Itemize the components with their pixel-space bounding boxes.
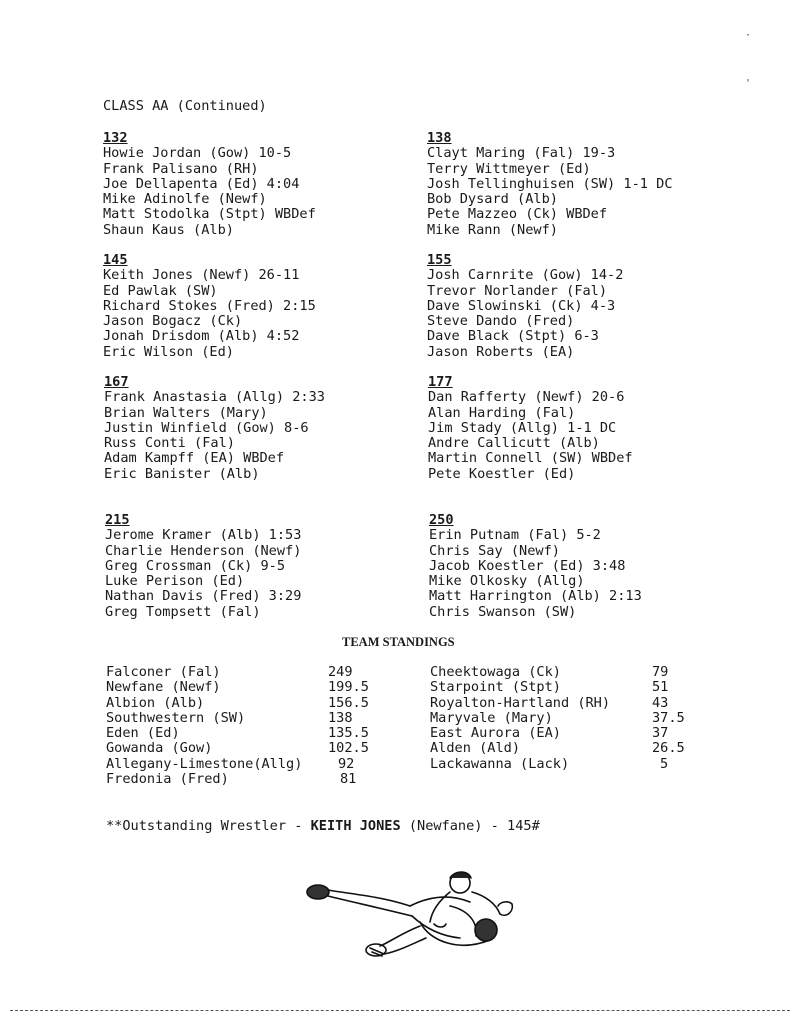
scan-speck: · xyxy=(745,30,752,41)
team-score: 43 xyxy=(652,694,669,711)
wrestler-entry: Josh Tellinghuisen (SW) 1-1 DC xyxy=(427,175,673,192)
team-score: 138 xyxy=(328,709,353,726)
wrestler-entry: Steve Dando (Fred) xyxy=(427,313,575,330)
weight-class-7 xyxy=(429,513,642,620)
wrestler-entry: Erin Putnam (Fal) 5-2 xyxy=(429,527,601,544)
team-name: Eden (Ed) xyxy=(106,725,180,742)
team-score: 26.5 xyxy=(652,740,685,757)
standings-row xyxy=(430,696,720,711)
wrestler-entry: Richard Stokes (Fred) 2:15 xyxy=(103,297,316,314)
wrestler-entry: Frank Anastasia (Allg) 2:33 xyxy=(104,389,325,406)
team-name: Fredonia (Fred) xyxy=(106,771,229,788)
weight-class-heading: 167 xyxy=(104,374,129,390)
wrestler-entry: Adam Kampff (EA) WBDef xyxy=(104,450,285,467)
standings-row xyxy=(106,772,406,787)
wrestler-entry: Trevor Norlander (Fal) xyxy=(427,282,608,299)
team-name: Falconer (Fal) xyxy=(106,664,221,680)
wrestler-entry: Brian Walters (Mary) xyxy=(104,404,268,421)
team-name: Alden (Ald) xyxy=(430,740,521,757)
wrestler-entry: Ed Pawlak (SW) xyxy=(103,282,218,299)
weight-class-heading: 215 xyxy=(105,512,130,528)
team-score: 37 xyxy=(652,725,669,742)
wrestler-entry: Greg Tompsett (Fal) xyxy=(105,603,261,620)
wrestler-entry: Frank Palisano (RH) xyxy=(103,160,259,177)
wrestler-entry: Jason Roberts (EA) xyxy=(427,343,575,360)
standings-row xyxy=(106,696,406,711)
standings-left-list xyxy=(106,665,406,790)
standings-row xyxy=(106,665,406,680)
outstanding-wrestler xyxy=(106,819,540,834)
team-score: 135.5 xyxy=(328,725,369,742)
wrestler-entry: Jim Stady (Allg) 1-1 DC xyxy=(428,419,617,436)
team-name: Lackawanna (Lack) xyxy=(430,755,570,772)
weight-class-5 xyxy=(428,375,633,482)
wrestler-entry: Jason Bogacz (Ck) xyxy=(103,313,243,330)
team-standings-title: TEAM STANDINGS xyxy=(342,635,455,649)
wrestler-entry: Pete Mazzeo (Ck) WBDef xyxy=(427,206,608,223)
wrestler-entry: Jonah Drisdom (Alb) 4:52 xyxy=(103,328,300,345)
team-name: Starpoint (Stpt) xyxy=(430,679,561,696)
weight-class-6 xyxy=(105,513,301,620)
standings-row xyxy=(430,711,720,726)
team-name: Southwestern (SW) xyxy=(106,709,246,726)
wrestler-entry: Dan Rafferty (Newf) 20-6 xyxy=(428,389,625,406)
team-name: Gowanda (Gow) xyxy=(106,740,213,757)
weight-class-0 xyxy=(103,131,316,238)
team-score: 81 xyxy=(340,771,357,788)
weight-class-heading: 177 xyxy=(428,374,453,390)
wrestler-entry: Martin Connell (SW) WBDef xyxy=(428,450,633,467)
wrestler-entry: Russ Conti (Fal) xyxy=(104,435,235,452)
scan-speck: ' xyxy=(745,78,752,89)
wrestler-entry: Keith Jones (Newf) 26-11 xyxy=(103,267,300,284)
wrestler-entry: Chris Say (Newf) xyxy=(429,542,560,559)
weight-class-heading: 132 xyxy=(103,130,128,146)
standings-row xyxy=(430,680,720,695)
page-header: CLASS AA (Continued) xyxy=(103,98,267,114)
standings-row xyxy=(430,757,720,772)
team-name: Maryvale (Mary) xyxy=(430,709,553,726)
team-score: 249 xyxy=(328,664,353,680)
team-score: 199.5 xyxy=(328,679,369,696)
wrestler-entry: Andre Callicutt (Alb) xyxy=(428,435,600,452)
team-score: 156.5 xyxy=(328,694,369,711)
wrestler-entry: Pete Koestler (Ed) xyxy=(428,465,576,482)
team-score: 92 xyxy=(338,755,355,772)
wrestler-entry: Mike Rann (Newf) xyxy=(427,221,558,238)
wrestler-entry: Mike Adinolfe (Newf) xyxy=(103,191,267,208)
standings-row xyxy=(106,726,406,741)
wrestler-entry: Terry Wittmeyer (Ed) xyxy=(427,160,591,177)
wrestler-entry: Greg Crossman (Ck) 9-5 xyxy=(105,557,286,574)
team-name: Royalton-Hartland (RH) xyxy=(430,694,611,711)
weight-class-1 xyxy=(427,131,673,238)
wrestler-entry: Justin Winfield (Gow) 8-6 xyxy=(104,419,309,436)
page-bottom-rule xyxy=(10,1010,790,1011)
standings-row xyxy=(430,726,720,741)
wrestler-entry: Jerome Kramer (Alb) 1:53 xyxy=(105,527,302,544)
team-name: Newfane (Newf) xyxy=(106,679,221,696)
team-score: 5 xyxy=(660,755,669,772)
weight-class-2 xyxy=(103,253,316,360)
wrestler-entry: Jacob Koestler (Ed) 3:48 xyxy=(429,557,626,574)
wrestler-entry: Eric Banister (Alb) xyxy=(104,465,260,482)
weight-class-heading: 145 xyxy=(103,252,128,268)
wrestler-entry: Joe Dellapenta (Ed) 4:04 xyxy=(103,175,300,192)
wrestler-entry: Clayt Maring (Fal) 19-3 xyxy=(427,145,616,162)
team-name: Cheektowaga (Ck) xyxy=(430,664,561,680)
standings-row xyxy=(430,665,720,680)
wrestler-entry: Charlie Henderson (Newf) xyxy=(105,542,302,559)
team-name: Allegany-Limestone(Allg) xyxy=(106,755,303,772)
wrestler-entry: Josh Carnrite (Gow) 14-2 xyxy=(427,267,624,284)
standings-row xyxy=(106,757,406,772)
wrestler-entry: Matt Harrington (Alb) 2:13 xyxy=(429,588,642,605)
wrestler-entry: Luke Perison (Ed) xyxy=(105,573,245,590)
wrestler-entry: Nathan Davis (Fred) 3:29 xyxy=(105,588,302,605)
team-score: 102.5 xyxy=(328,740,369,757)
team-score: 37.5 xyxy=(652,709,685,726)
wrestler-entry: Eric Wilson (Ed) xyxy=(103,343,234,360)
wrestler-entry: Shaun Kaus (Alb) xyxy=(103,221,234,238)
wrestler-entry: Alan Harding (Fal) xyxy=(428,404,576,421)
wrestler-entry: Mike Olkosky (Allg) xyxy=(429,573,585,590)
standings-right-list xyxy=(430,665,720,775)
weight-class-heading: 155 xyxy=(427,252,452,268)
weight-class-heading: 250 xyxy=(429,512,454,528)
weight-class-heading: 138 xyxy=(427,130,452,146)
wrestler-entry: Matt Stodolka (Stpt) WBDef xyxy=(103,206,316,223)
team-name: Albion (Alb) xyxy=(106,694,205,711)
wrestler-entry: Dave Slowinski (Ck) 4-3 xyxy=(427,297,616,314)
outstanding-suffix: (Newfane) - 145# xyxy=(400,818,540,834)
outstanding-prefix: **Outstanding Wrestler - xyxy=(106,818,311,834)
standings-row xyxy=(106,741,406,756)
wrestler-entry: Howie Jordan (Gow) 10-5 xyxy=(103,145,292,162)
weight-class-3 xyxy=(427,253,623,360)
wrestler-icon xyxy=(300,866,525,964)
wrestler-entry: Bob Dysard (Alb) xyxy=(427,191,558,208)
standings-row xyxy=(106,711,406,726)
wrestler-entry: Chris Swanson (SW) xyxy=(429,603,577,620)
team-score: 51 xyxy=(652,679,669,696)
team-name: East Aurora (EA) xyxy=(430,725,561,742)
standings-row xyxy=(430,741,720,756)
outstanding-name: KEITH JONES xyxy=(310,818,401,834)
weight-class-4 xyxy=(104,375,325,482)
team-score: 79 xyxy=(652,664,669,680)
standings-row xyxy=(106,680,406,695)
wrestler-entry: Dave Black (Stpt) 6-3 xyxy=(427,328,599,345)
